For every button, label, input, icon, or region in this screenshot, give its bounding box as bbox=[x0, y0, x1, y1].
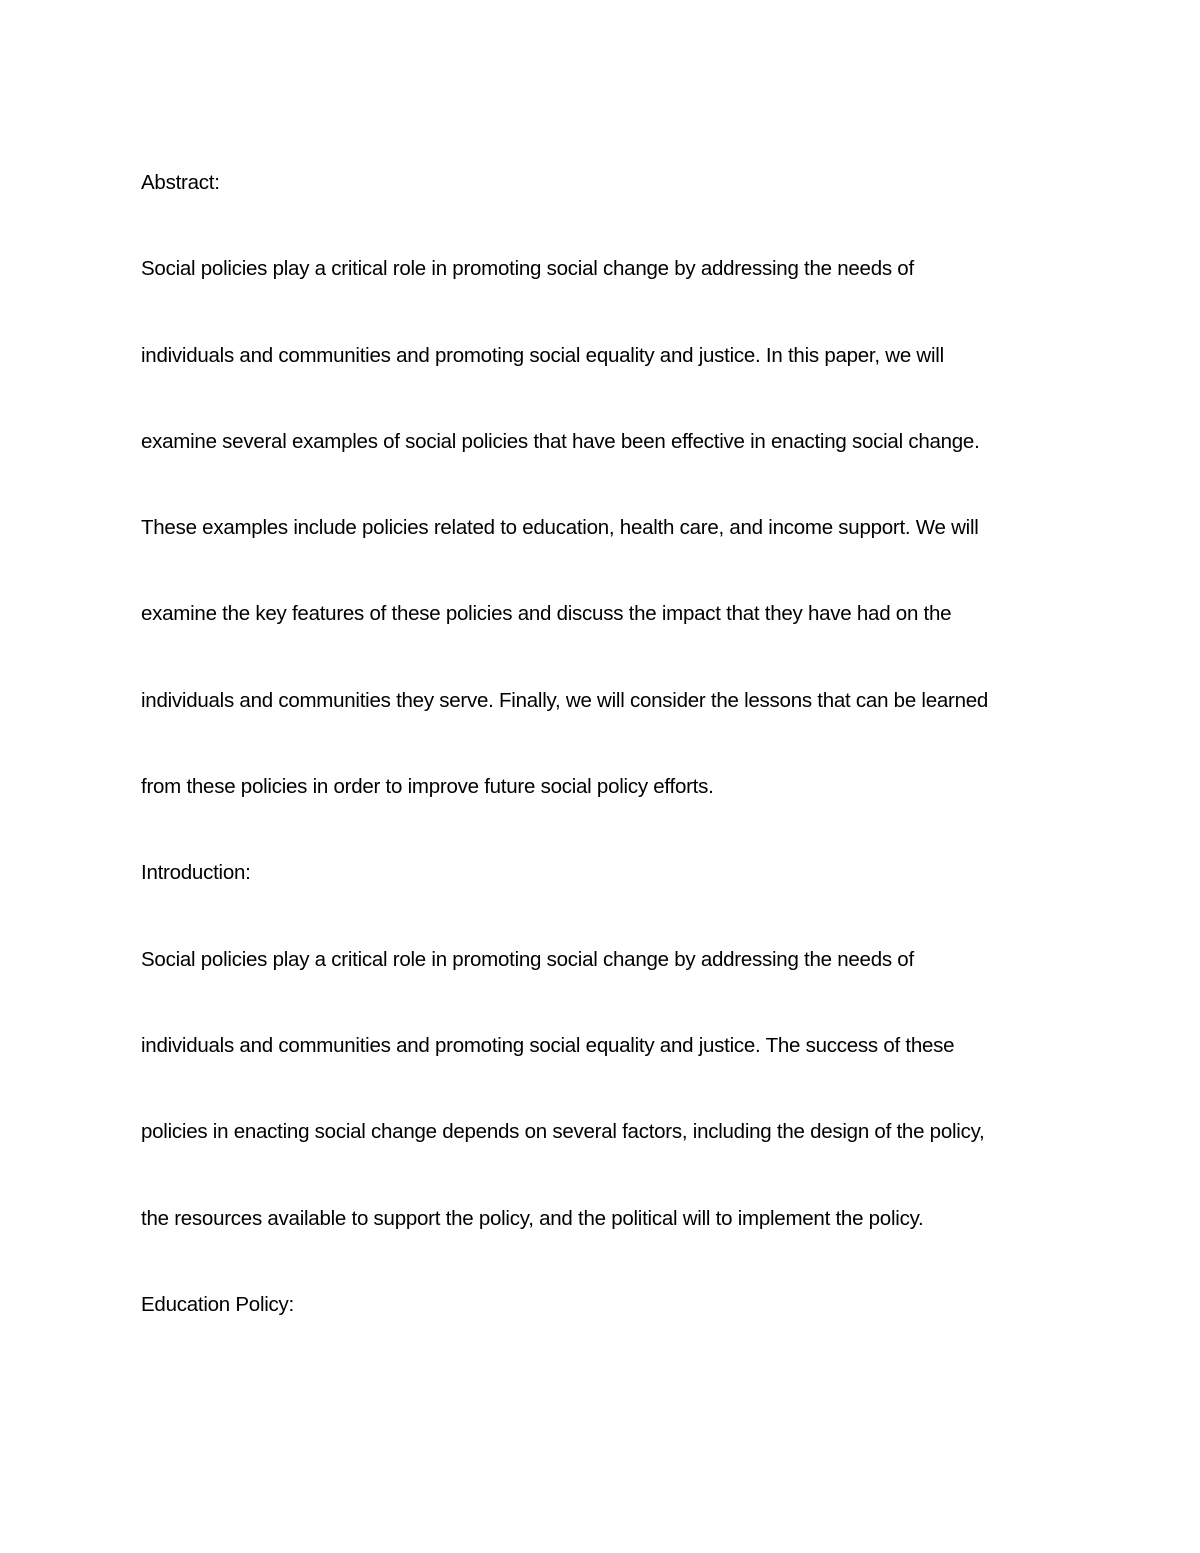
education-policy-heading: Education Policy: bbox=[141, 1292, 295, 1316]
abstract-line-6: individuals and communities they serve. Finally, we will consider the lessons that can be learned bbox=[141, 688, 989, 712]
introduction-line-4: the resources available to support the policy, and the political will to implement the policy. bbox=[141, 1206, 924, 1230]
abstract-line-5: examine the key features of these policies and discuss the impact that they have had on the bbox=[141, 602, 952, 626]
introduction-line-1: Social policies play a critical role in promoting social change by addressing the needs of bbox=[141, 947, 914, 971]
introduction-line-2: individuals and communities and promoting social equality and justice. The success of these bbox=[141, 1033, 955, 1057]
abstract-line-1: Social policies play a critical role in promoting social change by addressing the needs of bbox=[141, 257, 914, 281]
document-body bbox=[141, 140, 1081, 1348]
abstract-line-7: from these policies in order to improve future social policy efforts. bbox=[141, 775, 714, 799]
introduction-heading: Introduction: bbox=[141, 861, 251, 885]
abstract-line-4: These examples include policies related to education, health care, and income support. We will bbox=[141, 516, 979, 540]
abstract-line-2: individuals and communities and promoting social equality and justice. In this paper, we will bbox=[141, 343, 944, 367]
introduction-line-3: policies in enacting social change depends on several factors, including the design of the policy, bbox=[141, 1120, 985, 1144]
abstract-line-3: examine several examples of social policies that have been effective in enacting social change. bbox=[141, 429, 980, 453]
abstract-heading: Abstract: bbox=[141, 171, 220, 194]
